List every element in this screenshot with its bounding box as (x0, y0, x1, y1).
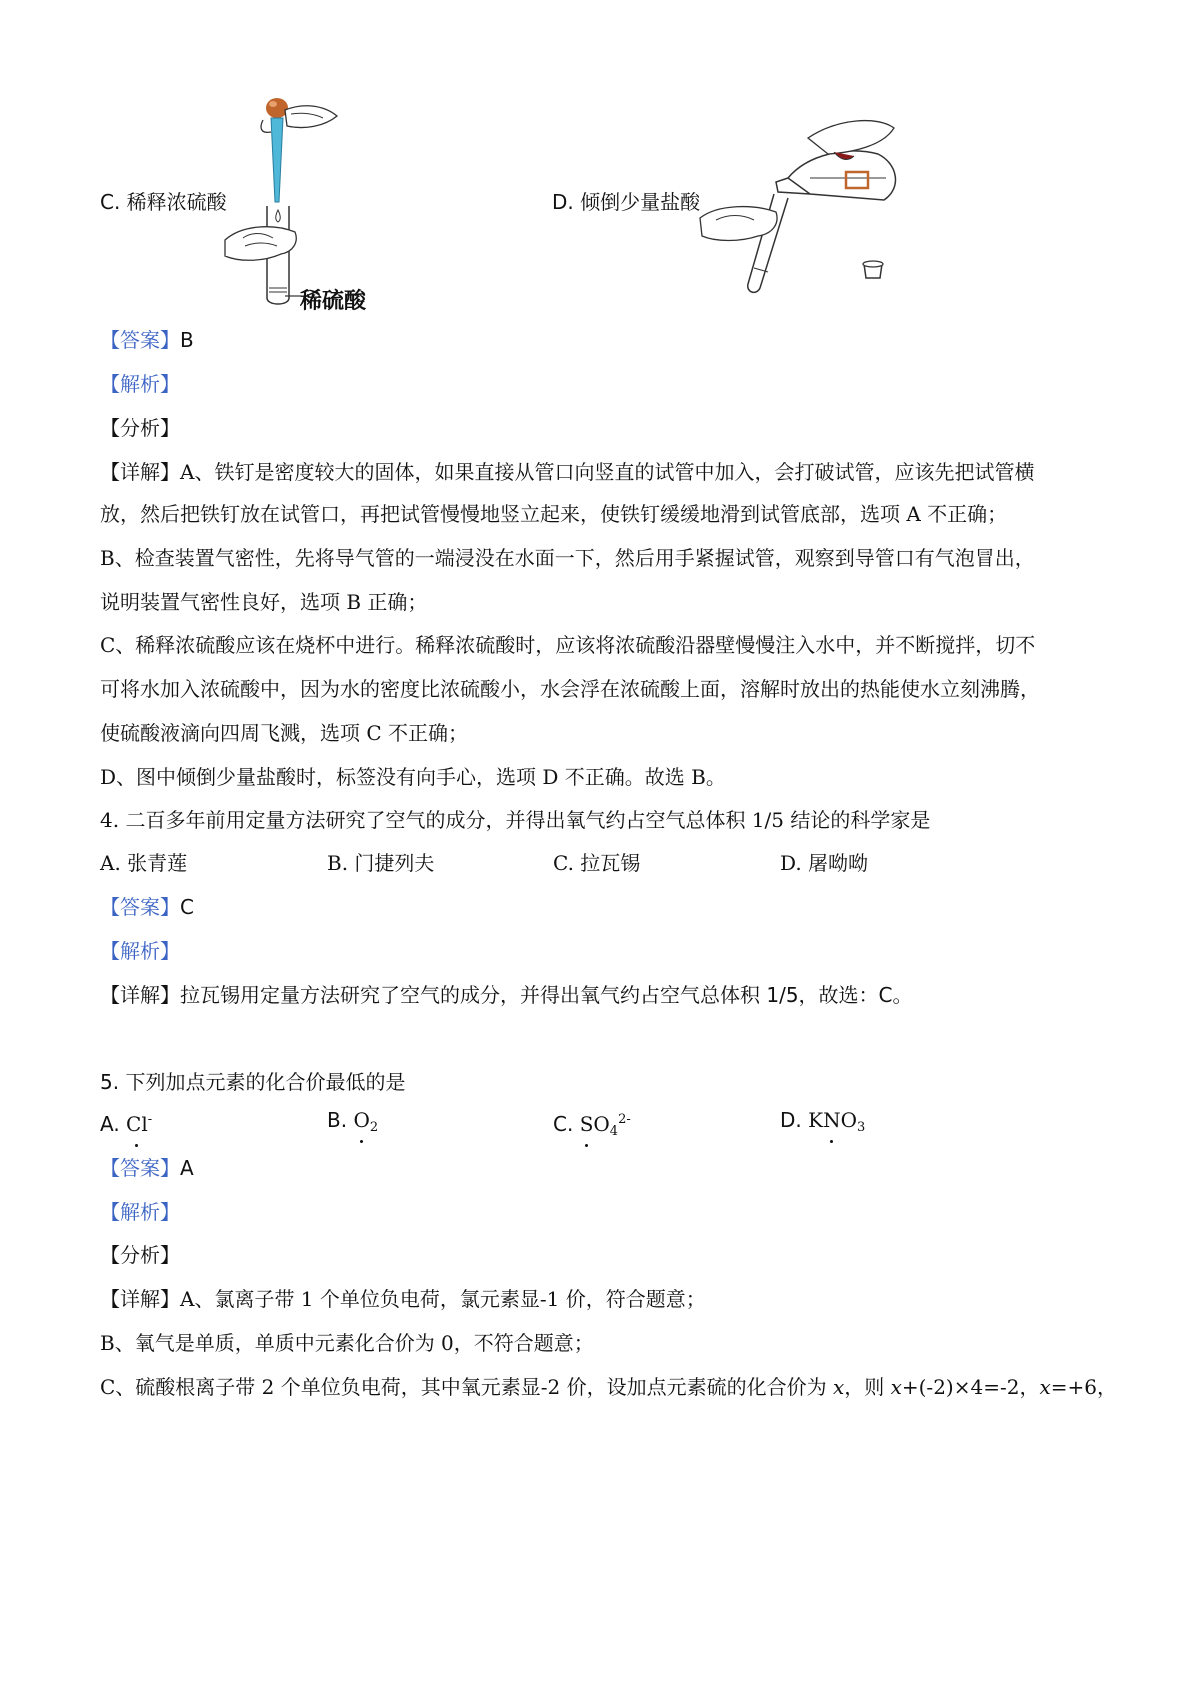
q5-stem: 5. 下列加点元素的化合价最低的是 (100, 1070, 406, 1094)
q4-stem: 4. 二百多年前用定量方法研究了空气的成分，并得出氧气约占空气总体积 1/5 结论的科学家是 (100, 808, 931, 832)
q4-option-b: B. 门捷列夫 (327, 851, 435, 875)
figure-c-label: 稀硫酸 (300, 289, 367, 314)
variable: x (890, 1375, 902, 1399)
q5-option-c (553, 1106, 631, 1146)
formula-part: K (808, 1108, 824, 1132)
fenxi-tag: 【分析】 (100, 416, 180, 440)
variable: x (1039, 1375, 1051, 1399)
fenxi-tag: 【分析】 (100, 1243, 180, 1267)
formula-part: O (840, 1108, 857, 1132)
answer-tag: 【答案】 (100, 1156, 180, 1180)
analysis-tag: 【解析】 (100, 1200, 180, 1224)
text-run: +(-2)×4=-2， (901, 1375, 1040, 1399)
charge: - (147, 1112, 153, 1127)
q3-detail-line: 可将水加入浓硫酸中，因为水的密度比浓硫酸小，水会浮在浓硫酸上面，溶解时放出的热能使水立刻沸腾， (100, 677, 1040, 701)
q4-answer (100, 893, 194, 921)
q3-detail-line: B、检查装置气密性，先将导气管的一端浸没在水面一下，然后用手紧握试管，观察到导管口有气泡冒出， (100, 546, 1035, 570)
q3-detail-line: C、稀释浓硫酸应该在烧杯中进行。稀释浓硫酸时，应该将浓硫酸沿器壁慢慢注入水中，并不断搅拌，切不 (100, 633, 1036, 657)
q3-detail-line: 使硫酸液滴向四周飞溅，选项 C 不正确； (100, 721, 469, 745)
option-d: D. 倾倒少量盐酸 (552, 190, 701, 214)
option-letter: D. (780, 1108, 809, 1132)
dilute-acid-figure (215, 92, 375, 314)
option-letter: A. (100, 1112, 127, 1136)
option-letter: B. (327, 1108, 354, 1132)
option-c: C. 稀释浓硫酸 (100, 190, 227, 214)
answer-value: C (180, 895, 194, 919)
text-run: C、硫酸根离子带 2 个单位负电荷，其中氧元素显-2 价，设加点元素硫的化合价为 (100, 1375, 833, 1399)
dotted-element: Cl (126, 1112, 148, 1136)
variable: x (832, 1375, 845, 1399)
q5-option-a (100, 1106, 152, 1138)
subscript: 4 (609, 1124, 619, 1139)
dotted-element: S (579, 1112, 594, 1136)
q5-detail-line: 【详解】A、氯离子带 1 个单位负电荷，氯元素显-1 价，符合题意； (100, 1287, 706, 1311)
q5-answer (100, 1154, 194, 1182)
analysis-tag: 【解析】 (100, 939, 180, 963)
answer-value: B (180, 328, 194, 352)
dotted-element: O (353, 1108, 370, 1132)
answer-tag: 【答案】 (100, 328, 180, 352)
q3-detail-line: D、图中倾倒少量盐酸时，标签没有向手心，选项 D 不正确。故选 B。 (100, 765, 726, 789)
q3-detail-line: 放，然后把铁钉放在试管口，再把试管慢慢地竖立起来，使铁钉缓缓地滑到试管底部，选项 A 不正确； (100, 502, 1008, 526)
q4-option-a: A. 张青莲 (100, 851, 188, 875)
q4-detail: 【详解】拉瓦锡用定量方法研究了空气的成分，并得出氧气约占空气总体积 1/5，故选：C。 (100, 983, 913, 1007)
q4-option-d: D. 屠呦呦 (780, 851, 869, 875)
option-letter: C. (553, 1112, 580, 1136)
dotted-element: N (823, 1108, 841, 1132)
q5-detail-line (100, 1373, 1117, 1401)
analysis-tag: 【解析】 (100, 372, 180, 396)
charge: 2- (618, 1112, 631, 1127)
q5-option-b (327, 1106, 378, 1142)
pouring-acid-figure (698, 108, 908, 298)
text-run: ，则 (844, 1375, 891, 1399)
q4-option-c: C. 拉瓦锡 (553, 851, 641, 875)
q3-answer (100, 326, 194, 354)
q5-option-d (780, 1106, 865, 1142)
answer-tag: 【答案】 (100, 895, 180, 919)
q3-detail-line: 说明装置气密性良好，选项 B 正确； (100, 590, 428, 614)
subscript: 2 (369, 1120, 379, 1135)
answer-value: A (180, 1156, 194, 1180)
q5-detail-line: B、氧气是单质，单质中元素化合价为 0，不符合题意； (100, 1331, 594, 1355)
q3-detail-line: 【详解】A、铁钉是密度较大的固体，如果直接从管口向竖直的试管中加入，会打破试管，应该先把试管横 (100, 460, 1035, 484)
formula-part: O (593, 1112, 610, 1136)
subscript: 3 (856, 1120, 866, 1135)
text-run: =+6， (1050, 1375, 1117, 1399)
